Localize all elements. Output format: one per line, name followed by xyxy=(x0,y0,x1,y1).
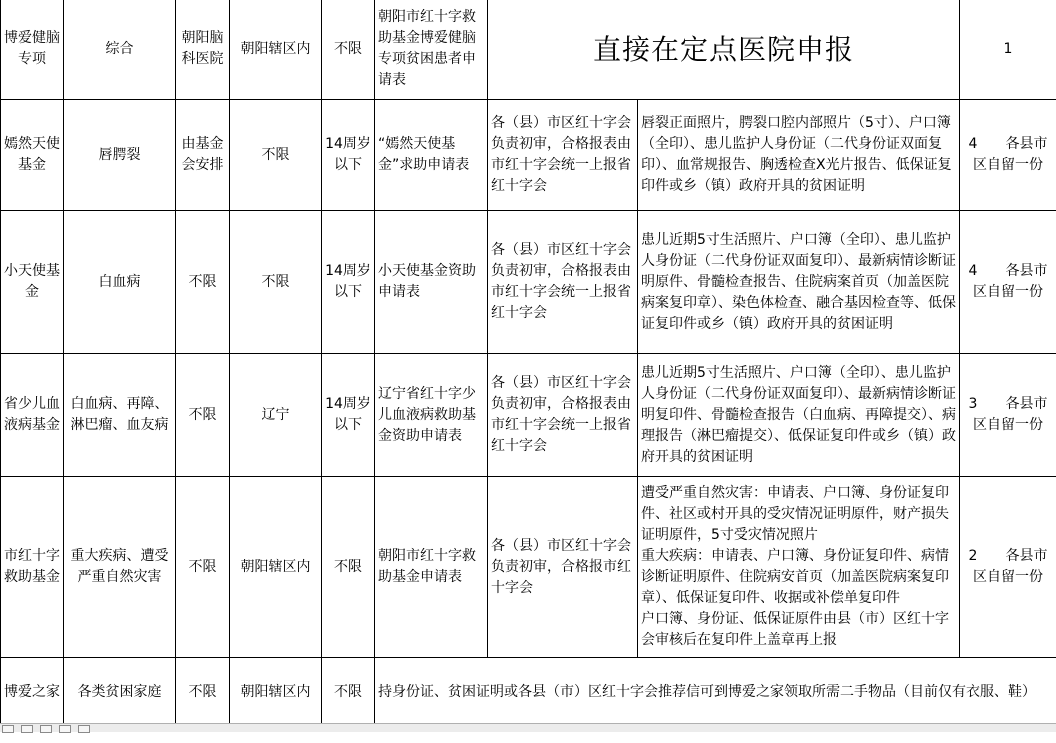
view-mode-icon[interactable] xyxy=(40,725,52,733)
merged-note-cell: 持身份证、贫困证明或各县（市）区红十字会推荐信可到博爱之家领取所需二手物品（目前仅有衣服、鞋） xyxy=(375,658,1056,728)
region-cell: 不限 xyxy=(230,211,322,354)
copies-cell: 3 各县市区自留一份 xyxy=(960,354,1056,477)
process-cell: 各（县）市区红十字会负责初审，合格报表由市红十字会统一上报省红十字会 xyxy=(488,211,638,354)
copies-cell: 4 各县市区自留一份 xyxy=(960,100,1056,211)
age-cell: 不限 xyxy=(322,477,375,658)
copies-cell: 4 各县市区自留一份 xyxy=(960,211,1056,354)
table-row xyxy=(1,354,1056,477)
age-cell: 不限 xyxy=(322,658,375,728)
age-cell: 不限 xyxy=(322,0,375,100)
merged-note-cell: 直接在定点医院申报 xyxy=(488,0,960,100)
region-cell: 辽宁 xyxy=(230,354,322,477)
view-mode-icon[interactable] xyxy=(21,725,33,733)
disease-cell: 白血病 xyxy=(64,211,176,354)
materials-cell: 唇裂正面照片，腭裂口腔内部照片（5寸）、户口簿（全印）、患儿监护人身份证（二代身份证双面复印）、血常规报告、胸透检查X光片报告、低保证复印件或乡（镇）政府开具的贫困证明 xyxy=(638,100,960,211)
region-cell: 朝阳辖区内 xyxy=(230,0,322,100)
form-cell: “嫣然天使基金”求助申请表 xyxy=(375,100,488,211)
view-mode-icon[interactable] xyxy=(78,725,90,733)
age-cell: 14周岁以下 xyxy=(322,354,375,477)
table-row xyxy=(1,658,1056,728)
hospital-cell: 不限 xyxy=(176,211,230,354)
process-cell: 各（县）市区红十字会负责初审，合格报表由市红十字会统一上报省红十字会 xyxy=(488,354,638,477)
disease-cell: 各类贫困家庭 xyxy=(64,658,176,728)
hospital-cell: 朝阳脑科医院 xyxy=(176,0,230,100)
materials-line-disaster: 遭受严重自然灾害：申请表、户口簿、身份证复印件、社区或村开具的受灾情况证明原件，财产损失证明原件，5寸受灾情况照片 xyxy=(641,483,956,546)
hospital-cell: 由基金会安排 xyxy=(176,100,230,211)
table-row xyxy=(1,211,1056,354)
table-row xyxy=(1,477,1056,658)
project-name-cell: 博爱健脑专项 xyxy=(1,0,64,100)
age-cell: 14周岁以下 xyxy=(322,100,375,211)
hospital-cell: 不限 xyxy=(176,477,230,658)
process-cell: 各（县）市区红十字会负责初审，合格报表由市红十字会统一上报省红十字会 xyxy=(488,100,638,211)
view-mode-icon[interactable] xyxy=(2,725,14,733)
age-cell: 14周岁以下 xyxy=(322,211,375,354)
table-row xyxy=(1,0,1056,100)
disease-cell: 唇腭裂 xyxy=(64,100,176,211)
form-cell: 朝阳市红十字救助基金申请表 xyxy=(375,477,488,658)
materials-line-illness: 重大疾病：申请表、户口簿、身份证复印件、病情诊断证明原件、住院病安首页（加盖医院病案复印章）、低保证复印件、收据或补偿单复印件 xyxy=(641,546,956,609)
project-name-cell: 嫣然天使基金 xyxy=(1,100,64,211)
region-cell: 不限 xyxy=(230,100,322,211)
view-mode-icon[interactable] xyxy=(59,725,71,733)
project-name-cell: 小天使基金 xyxy=(1,211,64,354)
form-cell: 小天使基金资助申请表 xyxy=(375,211,488,354)
materials-cell xyxy=(638,477,960,658)
project-name-cell: 市红十字救助基金 xyxy=(1,477,64,658)
disease-cell: 白血病、再障、淋巴瘤、血友病 xyxy=(64,354,176,477)
disease-cell: 重大疾病、遭受严重自然灾害 xyxy=(64,477,176,658)
process-cell: 各（县）市区红十字会负责初审，合格报市红十字会 xyxy=(488,477,638,658)
copies-cell: 2 各县市区自留一份 xyxy=(960,477,1056,658)
hospital-cell: 不限 xyxy=(176,658,230,728)
hospital-cell: 不限 xyxy=(176,354,230,477)
form-cell: 朝阳市红十字救助基金博爱健脑专项贫困患者申请表 xyxy=(375,0,488,100)
materials-line-originals: 户口簿、身份证、低保证原件由县（市）区红十字会审核后在复印件上盖章再上报 xyxy=(641,609,956,651)
project-name-cell: 省少儿血液病基金 xyxy=(1,354,64,477)
project-name-cell: 博爱之家 xyxy=(1,658,64,728)
region-cell: 朝阳辖区内 xyxy=(230,658,322,728)
form-cell: 辽宁省红十字少儿血液病救助基金资助申请表 xyxy=(375,354,488,477)
region-cell: 朝阳辖区内 xyxy=(230,477,322,658)
table-row xyxy=(1,100,1056,211)
materials-cell: 患儿近期5寸生活照片、户口簿（全印）、患儿监护人身份证（二代身份证双面复印）、最新病情诊断证明复印件、骨髓检查报告（白血病、再障提交）、病理报告（淋巴瘤提交）、低保证复印件或乡（镇）政府开具的贫困证明 xyxy=(638,354,960,477)
materials-cell: 患儿近期5寸生活照片、户口簿（全印）、患儿监护人身份证（二代身份证双面复印）、最新病情诊断证明原件、骨髓检查报告、住院病案首页（加盖医院病案复印章）、染色体检查、融合基因检查等、低保证复印件或乡（镇）政府开具的贫困证明 xyxy=(638,211,960,354)
copies-cell: 1 xyxy=(960,0,1056,100)
disease-cell: 综合 xyxy=(64,0,176,100)
